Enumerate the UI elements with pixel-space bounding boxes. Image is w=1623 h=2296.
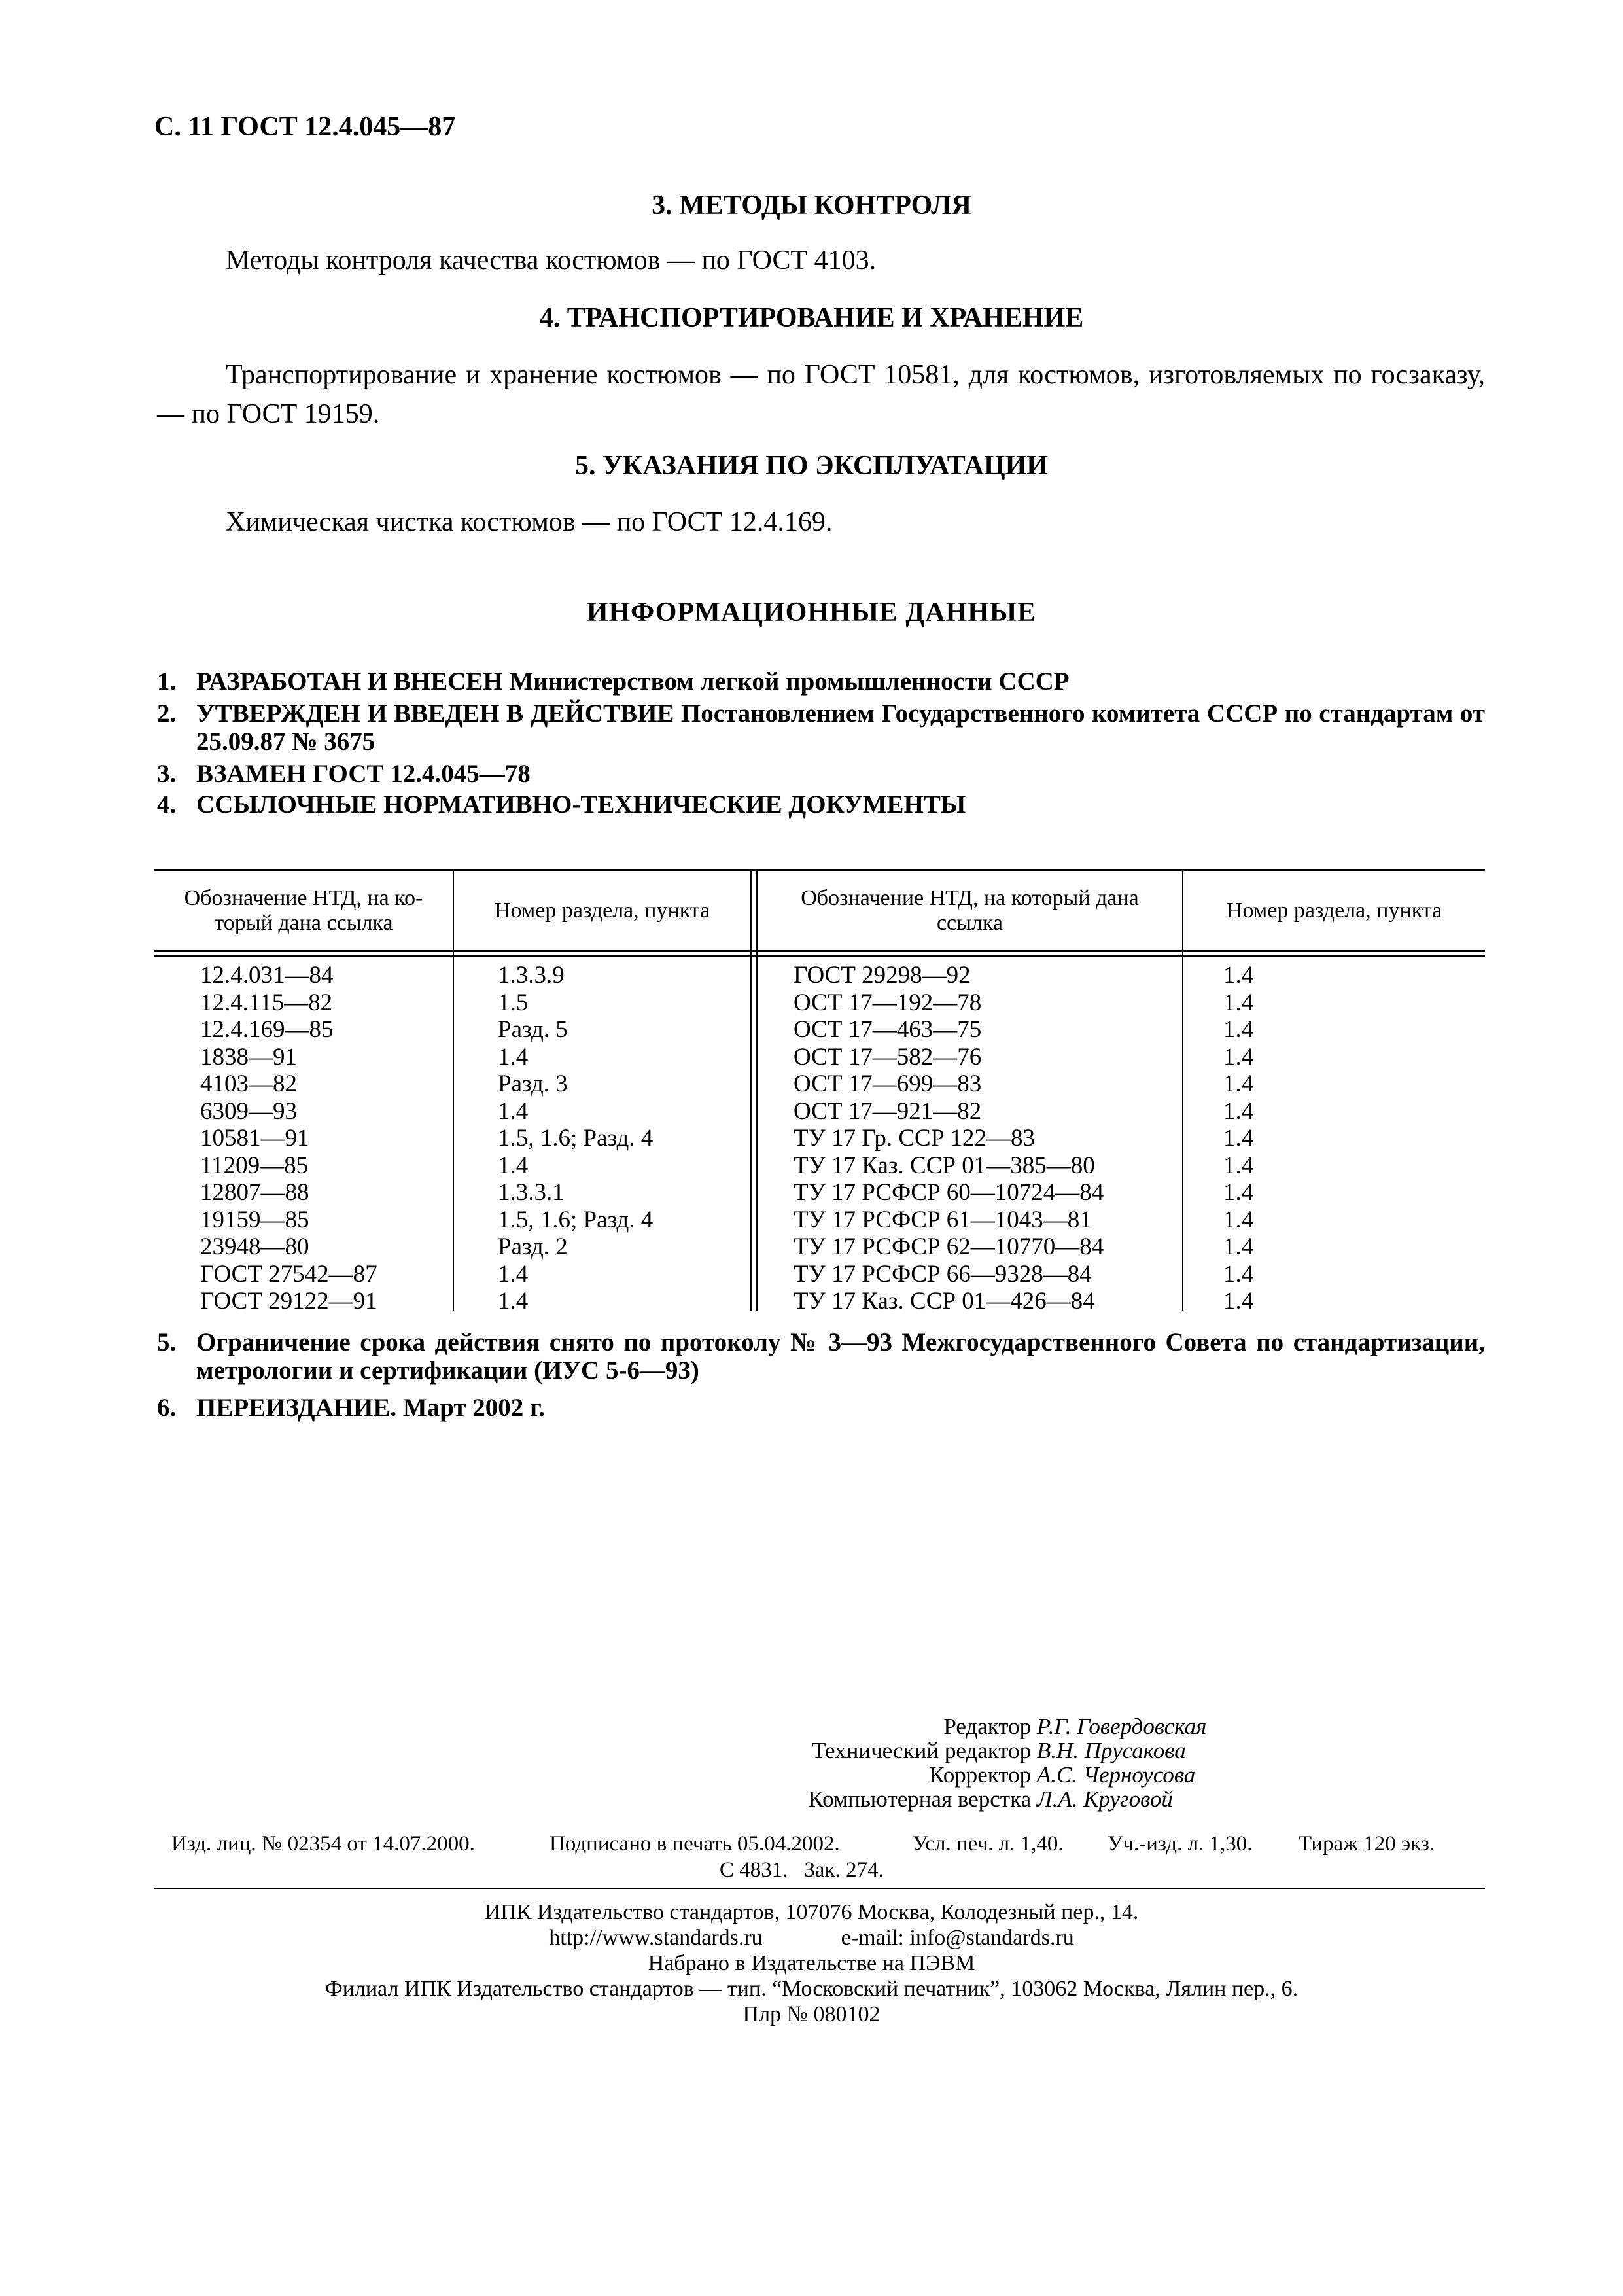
table-cell-section: 1.4 [498, 1043, 529, 1070]
credit-name: Л.А. Круговой [1036, 1786, 1173, 1812]
info-item-1 [157, 667, 1485, 696]
credit-label: Технический редактор [811, 1738, 1032, 1763]
table-cell-doc: ТУ 17 РСФСР 60—10724—84 [794, 1179, 1104, 1206]
table-cell-doc: 1838—91 [200, 1043, 297, 1070]
table-cell-section: 1.4 [498, 1152, 529, 1179]
table-cell-section: 1.4 [1223, 1179, 1254, 1206]
info-item-number: 3. [157, 760, 177, 788]
footer-plr: Плр № 080102 [742, 2002, 881, 2026]
table-cell-section: 1.5, 1.6; Разд. 4 [498, 1125, 654, 1152]
info-item-text: Постановлением Государственного комитета СССР по стандартам от 25.09.87 № 3675 [196, 699, 1486, 756]
imprint-tirazh: Тираж 120 экз. [1299, 1832, 1435, 1856]
table-cell-doc: ТУ 17 РСФСР 61—1043—81 [794, 1206, 1092, 1233]
table-column-right-refs [1223, 962, 1253, 1315]
reference-table [154, 869, 1485, 1315]
section-title-control-methods: 3. МЕТОДЫ КОНТРОЛЯ [652, 190, 971, 221]
footer-email[interactable]: e-mail: info@standards.ru [841, 1926, 1074, 1950]
info-item-number: 2. [157, 699, 177, 728]
table-cell-doc: 19159—85 [200, 1206, 309, 1233]
table-cell-section: 1.4 [1223, 1043, 1254, 1070]
table-cell-doc: ТУ 17 Каз. ССР 01—385—80 [794, 1152, 1095, 1179]
info-item-number: 4. [157, 790, 177, 819]
table-cell-doc: ГОСТ 27542—87 [200, 1260, 377, 1288]
table-column-right-docs [794, 962, 1104, 1315]
table-cell-section: 1.5, 1.6; Разд. 4 [498, 1206, 654, 1233]
credit-label: Редактор [943, 1714, 1032, 1739]
table-cell-doc: ТУ 17 Каз. ССР 01—426—84 [794, 1288, 1095, 1315]
table-cell-section: 1.4 [1223, 1288, 1254, 1315]
table-cell-section: Разд. 5 [498, 1016, 568, 1043]
table-cell-section: 1.5 [498, 989, 529, 1016]
footer-typeset: Набрано в Издательстве на ПЭВМ [648, 1951, 975, 1975]
table-header-doc-right [758, 871, 1182, 950]
info-item-lead: ССЫЛОЧНЫЕ НОРМАТИВНО-ТЕХНИЧЕСКИЕ ДОКУМЕНТЫ [196, 790, 966, 819]
table-header-section-right: Номер раздела, пункта [1226, 898, 1442, 923]
table-cell-doc: ОСТ 17—463—75 [794, 1016, 982, 1043]
table-cell-section: 1.3.3.1 [498, 1179, 565, 1206]
section-text-control-methods: Методы контроля качества костюмов — по ГОСТ 4103. [226, 245, 877, 275]
section-text-transport: Транспортирование и хранение костюмов — по ГОСТ 10581, для костюмов, изготовляемых по госзаказу, — по ГОСТ 19159. [157, 360, 1485, 429]
table-cell-doc: ТУ 17 Гр. ССР 122—83 [794, 1125, 1036, 1152]
header-line: Обозначение НТД, на который дана [801, 885, 1139, 910]
table-cell-section: 1.4 [498, 1288, 529, 1315]
credit-name: В.Н. Прусакова [1036, 1738, 1186, 1763]
table-cell-doc: ОСТ 17—921—82 [794, 1097, 982, 1125]
footer-website[interactable]: http://www.standards.ru [549, 1926, 763, 1950]
info-item-3 [157, 760, 1485, 788]
imprint-uch: Уч.-изд. л. 1,30. [1108, 1832, 1253, 1856]
section-title-transport: 4. ТРАНСПОРТИРОВАНИЕ И ХРАНЕНИЕ [539, 303, 1084, 333]
credit-name: Р.Г. Говердовская [1036, 1714, 1207, 1739]
table-cell-section: 1.4 [1223, 1097, 1254, 1125]
table-cell-doc: ТУ 17 РСФСР 62—10770—84 [794, 1233, 1104, 1260]
footer-publisher: ИПК Издательство стандартов, 107076 Москва, Колодезный пер., 14. [484, 1900, 1139, 1924]
table-cell-doc: 11209—85 [200, 1152, 309, 1179]
imprint-signed: Подписано в печать 05.04.2002. [550, 1832, 840, 1856]
section-title-operation: 5. УКАЗАНИЯ ПО ЭКСПЛУАТАЦИИ [575, 451, 1048, 481]
table-cell-section: 1.4 [1223, 1233, 1254, 1260]
table-header-doc [154, 871, 453, 950]
credit-row [0, 1763, 1623, 1787]
info-item-number: 6. [157, 1394, 177, 1422]
info-item-number: 1. [157, 667, 177, 696]
table-cell-section: 1.4 [1223, 1152, 1254, 1179]
table-cell-doc: 23948—80 [200, 1233, 309, 1260]
table-column-left-docs [200, 962, 377, 1315]
table-cell-section: 1.4 [1223, 1070, 1254, 1097]
info-item-number: 5. [157, 1328, 177, 1356]
table-header-border-double [154, 955, 1485, 957]
header-line: торый дана ссылка [214, 910, 393, 935]
imprint-usl: Усл. печ. л. 1,40. [913, 1832, 1064, 1856]
info-item-lead: РАЗРАБОТАН И ВНЕСЕН [196, 667, 503, 696]
table-cell-section: Разд. 2 [498, 1233, 568, 1260]
credit-row [0, 1714, 1623, 1739]
table-cell-doc: ГОСТ 29298—92 [794, 962, 971, 989]
info-item-2 [157, 699, 1485, 756]
table-cell-section: 1.4 [1223, 989, 1254, 1016]
info-item-text: Ограничение срока действия снято по протоколу № 3—93 Межгосударственного Совета по стандартизации, метрологии и сертификации (ИУС 5-6—93) [196, 1328, 1485, 1385]
footer-divider [154, 1888, 1485, 1889]
footer-contacts [0, 1925, 1623, 1951]
table-cell-doc: ГОСТ 29122—91 [200, 1288, 377, 1315]
table-cell-section: 1.3.3.9 [498, 962, 565, 989]
credit-label: Компьютерная верстка [808, 1786, 1032, 1812]
info-item-text: ПЕРЕИЗДАНИЕ. Март 2002 г. [196, 1394, 546, 1422]
table-cell-section: 1.4 [1223, 962, 1254, 989]
imprint-order: С 4831. Зак. 274. [720, 1858, 884, 1882]
table-header-border [154, 950, 1485, 952]
table-cell-doc: 12807—88 [200, 1179, 309, 1206]
credits-block [0, 1714, 1623, 1811]
table-cell-section: 1.4 [1223, 1206, 1254, 1233]
table-cell-doc: 10581—91 [200, 1125, 309, 1152]
info-title: ИНФОРМАЦИОННЫЕ ДАННЫЕ [586, 597, 1037, 627]
table-cell-section: 1.4 [498, 1260, 529, 1288]
credit-label: Корректор [929, 1762, 1032, 1788]
table-cell-section: 1.4 [1223, 1125, 1254, 1152]
table-cell-section: 1.4 [1223, 1260, 1254, 1288]
table-column-divider-double [750, 869, 752, 1311]
table-cell-doc: 12.4.031—84 [200, 962, 334, 989]
table-column-left-refs [498, 962, 653, 1315]
table-cell-doc: ТУ 17 РСФСР 66—9328—84 [794, 1260, 1092, 1288]
page-header: С. 11 ГОСТ 12.4.045—87 [154, 112, 456, 142]
table-cell-doc: 4103—82 [200, 1070, 297, 1097]
table-cell-doc: ОСТ 17—699—83 [794, 1070, 982, 1097]
info-item-6 [157, 1394, 1485, 1422]
credit-name: А.С. Черноусова [1036, 1762, 1196, 1788]
info-item-5 [157, 1328, 1485, 1385]
footer-printer: Филиал ИПК Издательство стандартов — тип. “Московский печатник”, 103062 Москва, Лялин пер., 6. [324, 1977, 1299, 2001]
table-cell-doc: ОСТ 17—582—76 [794, 1043, 982, 1070]
info-item-lead: ВЗАМЕН ГОСТ 12.4.045—78 [196, 760, 531, 788]
section-text-operation: Химическая чистка костюмов — по ГОСТ 12.4.169. [226, 507, 833, 537]
credit-row [0, 1787, 1623, 1811]
table-cell-section: 1.4 [1223, 1016, 1254, 1043]
info-item-4 [157, 790, 1485, 819]
table-cell-doc: ОСТ 17—192—78 [794, 989, 982, 1016]
table-cell-section: 1.4 [498, 1097, 529, 1125]
info-item-text: Министерством легкой промышленности СССР [509, 667, 1070, 696]
credit-row [0, 1739, 1623, 1763]
header-line: ссылка [936, 910, 1003, 935]
table-cell-doc: 12.4.169—85 [200, 1016, 334, 1043]
info-item-lead: УТВЕРЖДЕН И ВВЕДЕН В ДЕЙСТВИЕ [196, 699, 674, 728]
table-cell-doc: 6309—93 [200, 1097, 297, 1125]
header-line: Обозначение НТД, на ко- [184, 885, 423, 910]
table-header-section: Номер раздела, пункта [494, 898, 710, 923]
table-cell-section: Разд. 3 [498, 1070, 568, 1097]
table-cell-doc: 12.4.115—82 [200, 989, 333, 1016]
imprint-license: Изд. лиц. № 02354 от 14.07.2000. [171, 1832, 475, 1856]
